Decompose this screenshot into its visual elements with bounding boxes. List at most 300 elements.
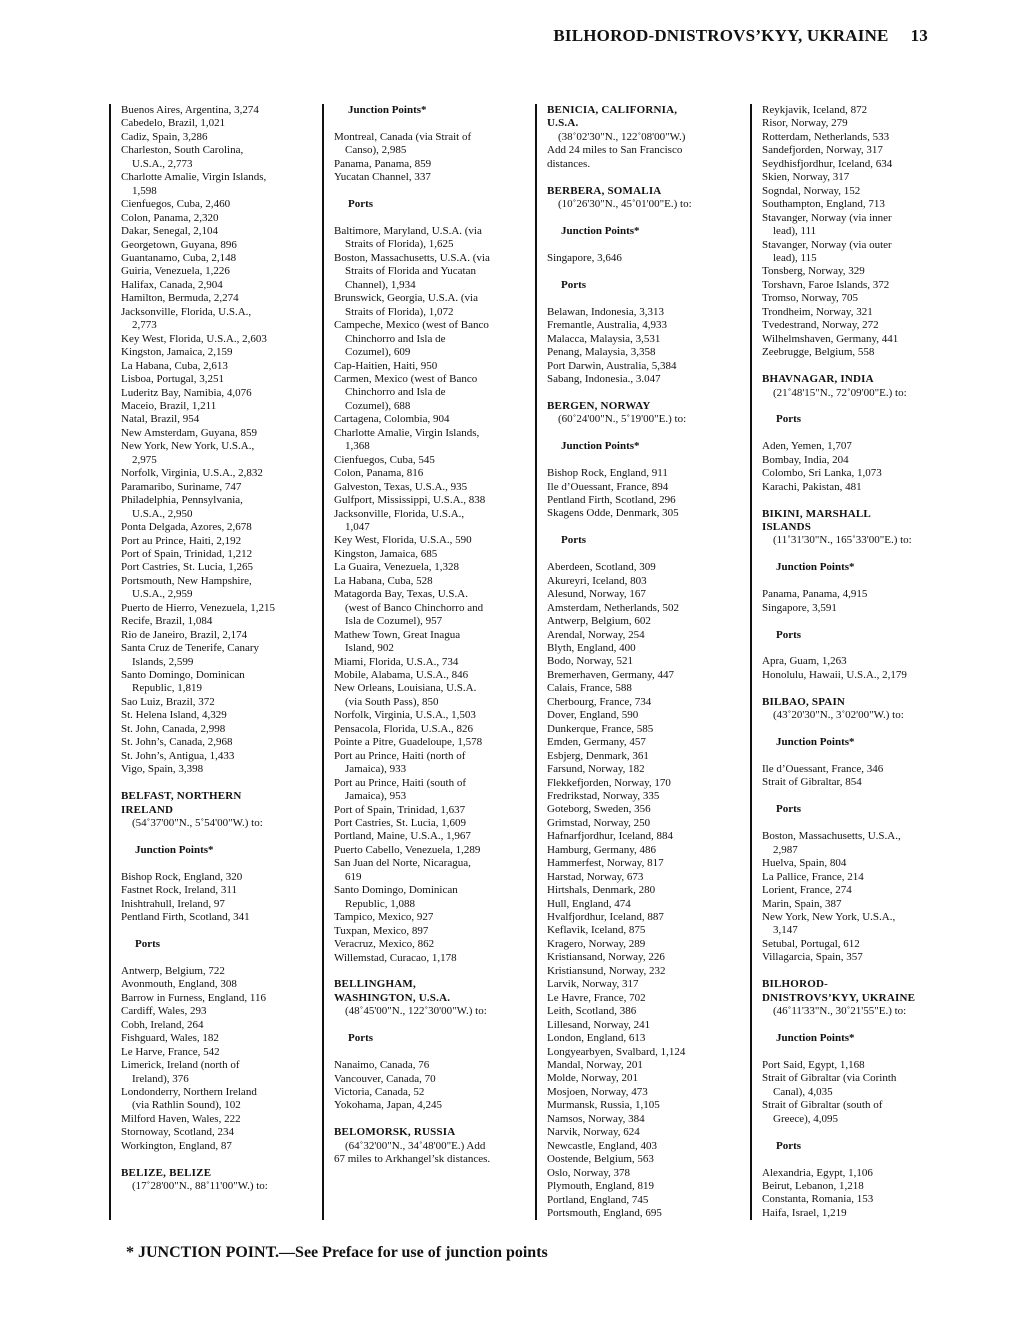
entry: Aberdeen, Scotland, 309 — [547, 561, 656, 574]
entry: Arendal, Norway, 254 — [547, 628, 645, 641]
entry: Portland, Maine, U.S.A., 1,967 — [334, 830, 471, 843]
entry: Mobile, Alabama, U.S.A., 846 — [334, 668, 469, 681]
entry: Antwerp, Belgium, 722 — [121, 964, 225, 977]
section-label: Ports — [776, 413, 802, 426]
entry: Boston, Massachusetts, U.S.A. (via — [334, 251, 490, 264]
entry: La Habana, Cuba, 2,613 — [121, 359, 228, 372]
entry: Seydhisfjordhur, Iceland, 634 — [762, 157, 893, 170]
coordinates: (46˚11'33"N., 30˚21'55"E.) to: — [773, 1005, 907, 1018]
entry: Rotterdam, Netherlands, 533 — [762, 130, 890, 143]
column-1 — [109, 104, 303, 1220]
column-2 — [322, 104, 516, 1220]
entry: Norfolk, Virginia, U.S.A., 2,832 — [121, 467, 263, 480]
entry: Flekkefjorden, Norway, 170 — [547, 776, 671, 789]
entry: Hvalfjordhur, Iceland, 887 — [547, 911, 664, 924]
entry: Cabedelo, Brazil, 1,021 — [121, 117, 226, 130]
entry: Le Harve, France, 542 — [121, 1045, 220, 1058]
entry: Plymouth, England, 819 — [547, 1180, 654, 1193]
entry: Portsmouth, New Hampshire, — [121, 574, 252, 587]
entry: Charlotte Amalie, Virgin Islands, — [121, 171, 267, 184]
entry: Tonsberg, Norway, 329 — [762, 265, 865, 278]
entry: Skagens Odde, Denmark, 305 — [547, 507, 679, 520]
entry: St. John, Canada, 2,998 — [121, 722, 226, 735]
entry: Malacca, Malaysia, 3,531 — [547, 332, 661, 345]
place-heading: BELOMORSK, RUSSIA — [334, 1126, 456, 1139]
entry: Bishop Rock, England, 320 — [121, 870, 243, 883]
place-heading: BENICIA, CALIFORNIA, — [547, 104, 678, 116]
entry: Bishop Rock, England, 911 — [547, 467, 668, 480]
entry: Hafnarfjordhur, Iceland, 884 — [547, 830, 674, 843]
entry: Belawan, Indonesia, 3,313 — [547, 305, 664, 318]
entry: Guiria, Venezuela, 1,226 — [121, 265, 230, 278]
entry: Buenos Aires, Argentina, 3,274 — [121, 104, 259, 116]
entry: Stavanger, Norway (via outer — [762, 238, 892, 251]
entry-continuation: U.S.A., 2,950 — [132, 507, 193, 520]
entry: Willemstad, Curacao, 1,178 — [334, 951, 457, 964]
spacer — [762, 548, 944, 561]
entry: Vancouver, Canada, 70 — [334, 1072, 436, 1085]
place-heading: U.S.A. — [547, 117, 579, 130]
entry: Port of Spain, Trinidad, 1,212 — [121, 547, 253, 560]
entry: Panama, Panama, 859 — [334, 157, 432, 170]
entry: Wilhelmshaven, Germany, 441 — [762, 332, 899, 345]
entry-continuation: Jamaica), 953 — [345, 790, 407, 803]
spacer — [334, 117, 516, 130]
spacer — [547, 212, 729, 225]
entry: Aden, Yemen, 1,707 — [762, 440, 852, 453]
entry-continuation: Island, 902 — [345, 642, 394, 655]
section-label: Ports — [776, 1139, 802, 1152]
entry: Farsund, Norway, 182 — [547, 763, 645, 776]
entry: Mosjoen, Norway, 473 — [547, 1085, 648, 1098]
coordinates: (60˚24'00"N., 5˚19'00"E.) to: — [558, 413, 687, 426]
entry: Cap-Haitien, Haiti, 950 — [334, 359, 438, 372]
entry: Dunkerque, France, 585 — [547, 722, 654, 735]
entry: Puerto de Hierro, Venezuela, 1,215 — [121, 601, 276, 614]
entry-continuation: Straits of Florida and Yucatan — [345, 265, 476, 278]
coordinates: (48˚45'00"N., 122˚30'00"W.) to: — [345, 1005, 487, 1018]
entry: Sandefjorden, Norway, 317 — [762, 144, 883, 157]
entry: Milford Haven, Wales, 222 — [121, 1112, 241, 1125]
place-heading: BERBERA, SOMALIA — [547, 184, 662, 197]
entry: Fremantle, Australia, 4,933 — [547, 319, 668, 332]
entry: Constanta, Romania, 153 — [762, 1193, 874, 1206]
place-heading: BIKINI, MARSHALL — [762, 507, 871, 520]
entry: St. John’s, Canada, 2,968 — [121, 736, 233, 749]
entry: Strait of Gibraltar (south of — [762, 1099, 883, 1112]
column-4 — [750, 104, 944, 1220]
entry: Hammerfest, Norway, 817 — [547, 857, 664, 870]
entry: Cherbourg, France, 734 — [547, 695, 652, 708]
entry: Victoria, Canada, 52 — [334, 1085, 425, 1098]
entry: Cobh, Ireland, 264 — [121, 1018, 204, 1031]
entry-continuation: Greece), 4,095 — [773, 1112, 839, 1125]
entry: Risor, Norway, 279 — [762, 117, 848, 130]
entry: St. John’s, Antigua, 1,433 — [121, 749, 235, 762]
entry: Bodo, Norway, 521 — [547, 655, 634, 668]
entry: La Guaira, Venezuela, 1,328 — [334, 561, 460, 574]
entry-continuation: 1,047 — [345, 521, 370, 533]
entry: Lorient, France, 274 — [762, 884, 852, 897]
entry: Akureyri, Iceland, 803 — [547, 574, 647, 587]
entry-continuation: (via Rathlin Sound), 102 — [132, 1099, 241, 1112]
entry: Sao Luiz, Brazil, 372 — [121, 695, 215, 708]
entry-continuation: (via South Pass), 850 — [345, 695, 439, 708]
entry: Sabang, Indonesia., 3.047 — [547, 372, 661, 385]
entry-continuation: lead), 111 — [773, 225, 817, 238]
place-heading: BERGEN, NORWAY — [547, 399, 651, 412]
entry: Cadiz, Spain, 3,286 — [121, 130, 208, 143]
entry: Hamilton, Bermuda, 2,274 — [121, 292, 239, 305]
entry: London, England, 613 — [547, 1032, 646, 1045]
entry: Alesund, Norway, 167 — [547, 588, 646, 601]
entry-continuation: Republic, 1,088 — [345, 897, 415, 910]
coordinates: (43˚20'30"N., 3˚02'00"W.) to: — [773, 709, 904, 722]
spacer — [334, 185, 516, 198]
spacer — [547, 171, 729, 184]
entry: Bombay, India, 204 — [762, 453, 849, 466]
entry: New York, New York, U.S.A., — [762, 910, 896, 923]
spacer — [121, 951, 303, 964]
entry: Barrow in Furness, England, 116 — [121, 991, 267, 1004]
entry: San Juan del Norte, Nicaragua, — [334, 857, 471, 870]
entry: Reykjavik, Iceland, 872 — [762, 104, 868, 116]
entry: Leith, Scotland, 386 — [547, 1005, 637, 1018]
place-heading: BILHOROD- — [762, 978, 828, 991]
entry: Southampton, England, 713 — [762, 198, 885, 211]
entry: Mandal, Norway, 201 — [547, 1059, 643, 1072]
entry: Cienfuegos, Cuba, 545 — [334, 453, 435, 466]
entry: Dakar, Senegal, 2,104 — [121, 225, 219, 238]
section-label: Ports — [776, 628, 802, 641]
entry: Boston, Massachusetts, U.S.A., — [762, 830, 901, 843]
entry: Lisboa, Portugal, 3,251 — [121, 373, 224, 386]
place-heading: BELFAST, NORTHERN — [121, 790, 242, 803]
entry-continuation: U.S.A., 2,773 — [132, 157, 193, 170]
entry: Key West, Florida, U.S.A., 2,603 — [121, 332, 267, 345]
entry: Colon, Panama, 2,320 — [121, 211, 219, 224]
entry: Zeebrugge, Belgium, 558 — [762, 346, 875, 359]
spacer — [762, 615, 944, 628]
entry: Charlotte Amalie, Virgin Islands, — [334, 426, 480, 439]
spacer — [334, 1113, 516, 1126]
entry: Molde, Norway, 201 — [547, 1072, 638, 1085]
entry-continuation: Islands, 2,599 — [132, 655, 194, 668]
entry: Kingston, Jamaica, 2,159 — [121, 346, 233, 359]
section-label: Junction Points* — [561, 440, 640, 453]
entry-continuation: lead), 115 — [773, 251, 817, 264]
entry: Add 24 miles to San Francisco — [547, 144, 683, 157]
entry: Honolulu, Hawaii, U.S.A., 2,179 — [762, 668, 907, 681]
entry: Murmansk, Russia, 1,105 — [547, 1099, 660, 1112]
entry: New York, New York, U.S.A., — [121, 440, 255, 453]
entry: Lillesand, Norway, 241 — [547, 1018, 651, 1031]
entry: Blyth, England, 400 — [547, 641, 636, 654]
entry: Guantanamo, Cuba, 2,148 — [121, 251, 237, 264]
entry: Panama, Panama, 4,915 — [762, 588, 868, 601]
column-3 — [535, 104, 729, 1220]
entry: Jacksonville, Florida, U.S.A., — [121, 305, 252, 318]
entry: Harstad, Norway, 673 — [547, 870, 644, 883]
entry-continuation: Cozumel), 688 — [345, 399, 411, 412]
spacer — [547, 386, 729, 399]
entry: Santo Domingo, Dominican — [121, 669, 245, 682]
entry: Norfolk, Virginia, U.S.A., 1,503 — [334, 709, 476, 722]
entry: Matagorda Bay, Texas, U.S.A. — [334, 588, 468, 601]
entry: Kingston, Jamaica, 685 — [334, 547, 438, 560]
entry: Port au Prince, Haiti (south of — [334, 776, 466, 789]
entry: Beirut, Lebanon, 1,218 — [762, 1179, 864, 1192]
running-head — [553, 26, 928, 46]
entry: Campeche, Mexico (west of Banco — [334, 319, 489, 332]
entry: Pentland Firth, Scotland, 296 — [547, 494, 676, 507]
place-heading: BILBAO, SPAIN — [762, 695, 846, 708]
entry-continuation: Straits of Florida), 1,625 — [345, 238, 454, 251]
spacer — [547, 454, 729, 467]
entry: Cardiff, Wales, 293 — [121, 1005, 207, 1018]
entry: Le Havre, France, 702 — [547, 991, 646, 1004]
entry: Maceio, Brazil, 1,211 — [121, 399, 217, 412]
entry: Karachi, Pakistan, 481 — [762, 480, 862, 493]
entry: Key West, Florida, U.S.A., 590 — [334, 534, 472, 547]
coordinates: (17˚28'00"N., 88˚11'00"W.) to: — [132, 1180, 268, 1193]
entry-continuation: 3,147 — [773, 924, 798, 937]
entry: Ponta Delgada, Azores, 2,678 — [121, 521, 252, 534]
entry: Jacksonville, Florida, U.S.A., — [334, 507, 465, 520]
spacer — [547, 521, 729, 534]
entry: Avonmouth, England, 308 — [121, 978, 237, 991]
entry-continuation: Ireland), 376 — [132, 1072, 189, 1085]
entry-continuation: 2,987 — [773, 843, 798, 856]
spacer — [762, 1019, 944, 1032]
spacer — [121, 857, 303, 870]
spacer — [334, 1046, 516, 1059]
spacer — [121, 925, 303, 938]
section-label: Junction Points* — [776, 561, 855, 574]
entry: La Habana, Cuba, 528 — [334, 574, 433, 587]
spacer — [762, 750, 944, 763]
entry: Georgetown, Guyana, 896 — [121, 238, 237, 251]
place-heading: WASHINGTON, U.S.A. — [334, 991, 451, 1004]
entry: Torshavn, Faroe Islands, 372 — [762, 278, 890, 291]
entry: Portland, England, 745 — [547, 1193, 649, 1206]
entry: Paramaribo, Suriname, 747 — [121, 480, 242, 493]
spacer — [762, 360, 944, 373]
entry: Philadelphia, Pennsylvania, — [121, 494, 243, 507]
entry-continuation: 619 — [345, 870, 362, 883]
entry: Amsterdam, Netherlands, 502 — [547, 601, 679, 614]
entry: Natal, Brazil, 954 — [121, 413, 200, 426]
entry-continuation: Chinchorro and Isla de — [345, 386, 446, 399]
entry: Emden, Germany, 457 — [547, 736, 646, 749]
entry: Grimstad, Norway, 250 — [547, 816, 651, 829]
coordinates: (11˚31'30"N., 165˚33'00"E.) to: — [773, 534, 912, 547]
entry: Tromso, Norway, 705 — [762, 292, 859, 305]
spacer — [334, 1019, 516, 1032]
section-label: Ports — [348, 198, 374, 211]
entry: Tuxpan, Mexico, 897 — [334, 924, 429, 937]
entry: Ile d’Ouessant, France, 346 — [762, 763, 884, 776]
entry: Baltimore, Maryland, U.S.A. (via — [334, 225, 482, 238]
entry-continuation: Republic, 1,819 — [132, 682, 202, 695]
entry: Calais, France, 588 — [547, 682, 632, 695]
spacer — [547, 265, 729, 278]
spacer — [547, 292, 729, 305]
page-number: 13 — [910, 26, 928, 45]
entry: Longyearbyen, Svalbard, 1,124 — [547, 1045, 686, 1058]
place-heading: DNISTROVS’KYY, UKRAINE — [762, 991, 916, 1004]
entry: Portsmouth, England, 695 — [547, 1207, 662, 1219]
entry: Strait of Gibraltar, 854 — [762, 776, 862, 789]
entry: Rio de Janeiro, Brazil, 2,174 — [121, 628, 248, 641]
entry: St. Helena Island, 4,329 — [121, 709, 227, 722]
section-label: Ports — [776, 803, 802, 816]
entry: Vigo, Spain, 3,398 — [121, 763, 204, 776]
entry: Kristiansund, Norway, 232 — [547, 964, 666, 977]
entry: Port au Prince, Haiti, 2,192 — [121, 534, 242, 547]
place-heading: BELIZE, BELIZE — [121, 1166, 212, 1179]
spacer — [762, 400, 944, 413]
entry: Colon, Panama, 816 — [334, 467, 424, 480]
entry: Montreal, Canada (via Strait of — [334, 130, 472, 143]
spacer — [762, 1153, 944, 1166]
entry: Huelva, Spain, 804 — [762, 857, 847, 870]
entry: Workington, England, 87 — [121, 1139, 232, 1152]
entry: Santa Cruz de Tenerife, Canary — [121, 642, 259, 655]
entry: Setubal, Portugal, 612 — [762, 937, 860, 950]
entry: Sogndal, Norway, 152 — [762, 184, 861, 197]
entry: New Orleans, Louisiana, U.S.A. — [334, 682, 477, 695]
entry: Apra, Guam, 1,263 — [762, 655, 847, 668]
entry: Santo Domingo, Dominican — [334, 884, 458, 897]
spacer — [334, 965, 516, 978]
coordinates: (21˚48'15"N., 72˚09'00"E.) to: — [773, 386, 907, 399]
section-label: Junction Points* — [776, 1032, 855, 1045]
entry: Yucatan Channel, 337 — [334, 171, 431, 184]
spacer — [547, 239, 729, 252]
entry: Larvik, Norway, 317 — [547, 978, 639, 991]
entry: Singapore, 3,646 — [547, 251, 622, 264]
spacer — [762, 817, 944, 830]
entry: Hamburg, Germany, 486 — [547, 843, 657, 856]
place-heading: BHAVNAGAR, INDIA — [762, 373, 874, 386]
spacer — [762, 790, 944, 803]
entry: Pentland Firth, Scotland, 341 — [121, 911, 250, 924]
entry: La Pallice, France, 214 — [762, 870, 864, 883]
entry: Galveston, Texas, U.S.A., 935 — [334, 480, 468, 493]
entry: Skien, Norway, 317 — [762, 171, 850, 184]
entry: Kragero, Norway, 289 — [547, 937, 646, 950]
coordinates: (10˚26'30"N., 45˚01'00"E.) to: — [558, 198, 692, 211]
spacer — [547, 548, 729, 561]
entry: Dover, England, 590 — [547, 709, 639, 722]
entry: Hull, England, 474 — [547, 897, 631, 910]
coordinates: (54˚37'00"N., 5˚54'00"W.) to: — [132, 817, 263, 829]
entry: Keflavik, Iceland, 875 — [547, 924, 646, 937]
spacer — [762, 723, 944, 736]
entry-continuation: 1,598 — [132, 184, 157, 197]
entry: Villagarcia, Spain, 357 — [762, 951, 863, 964]
section-label: Ports — [561, 534, 587, 547]
section-label: Junction Points* — [135, 843, 214, 856]
entry: Inishtrahull, Ireland, 97 — [121, 897, 225, 910]
entry: Port au Prince, Haiti (north of — [334, 749, 466, 762]
entry: Port Castries, St. Lucia, 1,265 — [121, 561, 253, 574]
entry: Ile d’Ouessant, France, 894 — [547, 480, 669, 493]
entry: Recife, Brazil, 1,084 — [121, 615, 213, 628]
entry: Miami, Florida, U.S.A., 734 — [334, 655, 459, 668]
entry-continuation: Canal), 4,035 — [773, 1085, 833, 1098]
entry: distances. — [547, 157, 591, 170]
section-label: Junction Points* — [348, 104, 427, 116]
entry: Fredrikstad, Norway, 335 — [547, 789, 660, 802]
entry: Marin, Spain, 387 — [762, 897, 842, 910]
spacer — [762, 575, 944, 588]
spacer — [121, 777, 303, 790]
page-title: BILHOROD-DNISTROVS’KYY, UKRAINE — [553, 26, 889, 45]
entry: Bremerhaven, Germany, 447 — [547, 668, 674, 681]
entry-continuation: Isla de Cozumel), 957 — [345, 615, 443, 628]
entry: Port of Spain, Trinidad, 1,637 — [334, 803, 466, 816]
coordinates: (38˚02'30"N., 122˚08'00"W.) — [558, 130, 686, 143]
entry: Charleston, South Carolina, — [121, 144, 244, 157]
entry-continuation: (west of Banco Chinchorro and — [345, 601, 484, 614]
entry: Luderitz Bay, Namibia, 4,076 — [121, 386, 252, 399]
spacer — [762, 1045, 944, 1058]
entry-continuation: Channel), 1,934 — [345, 278, 416, 291]
entry: Goteborg, Sweden, 356 — [547, 803, 651, 816]
spacer — [762, 494, 944, 507]
spacer — [121, 1153, 303, 1166]
entry: Cartagena, Colombia, 904 — [334, 413, 450, 426]
entry: Stornoway, Scotland, 234 — [121, 1126, 234, 1139]
entry: Puerto Cabello, Venezuela, 1,289 — [334, 843, 481, 856]
entry: Fastnet Rock, Ireland, 311 — [121, 884, 237, 897]
entry-continuation: 2,975 — [132, 453, 157, 466]
entry: 67 miles to Arkhangel’sk distances. — [334, 1153, 491, 1166]
entry: Oslo, Norway, 378 — [547, 1166, 630, 1179]
entry: Antwerp, Belgium, 602 — [547, 615, 651, 628]
entry-continuation: Straits of Florida), 1,072 — [345, 305, 454, 318]
entry: Brunswick, Georgia, U.S.A. (via — [334, 292, 478, 305]
entry: Port Castries, St. Lucia, 1,609 — [334, 816, 466, 829]
entry-continuation: Cozumel), 609 — [345, 346, 411, 359]
entry: Esbjerg, Denmark, 361 — [547, 749, 649, 762]
entry: Gulfport, Mississippi, U.S.A., 838 — [334, 494, 486, 507]
footnote: * JUNCTION POINT.—See Preface for use of junction points — [126, 1244, 548, 1261]
entry: Penang, Malaysia, 3,358 — [547, 346, 656, 359]
entry: Trondheim, Norway, 321 — [762, 305, 873, 318]
section-label: Ports — [135, 938, 161, 951]
place-heading: ISLANDS — [762, 520, 812, 533]
entry: Namsos, Norway, 384 — [547, 1112, 645, 1125]
entry: Cienfuegos, Cuba, 2,460 — [121, 198, 231, 211]
spacer — [762, 427, 944, 440]
place-heading: BELLINGHAM, — [334, 978, 416, 991]
entry: Alexandria, Egypt, 1,106 — [762, 1166, 873, 1179]
section-label: Junction Points* — [561, 225, 640, 238]
entry: Tvedestrand, Norway, 272 — [762, 319, 879, 332]
entry-continuation: Jamaica), 933 — [345, 763, 407, 776]
entry: Pensacola, Florida, U.S.A., 826 — [334, 722, 474, 735]
entry: Newcastle, England, 403 — [547, 1139, 657, 1152]
entry: Mathew Town, Great Inagua — [334, 628, 461, 641]
spacer — [547, 427, 729, 440]
coordinates: (64˚32'00"N., 34˚48'00"E.) Add — [345, 1139, 486, 1152]
spacer — [762, 642, 944, 655]
entry-continuation: U.S.A., 2,959 — [132, 588, 193, 601]
entry: Limerick, Ireland (north of — [121, 1059, 240, 1072]
